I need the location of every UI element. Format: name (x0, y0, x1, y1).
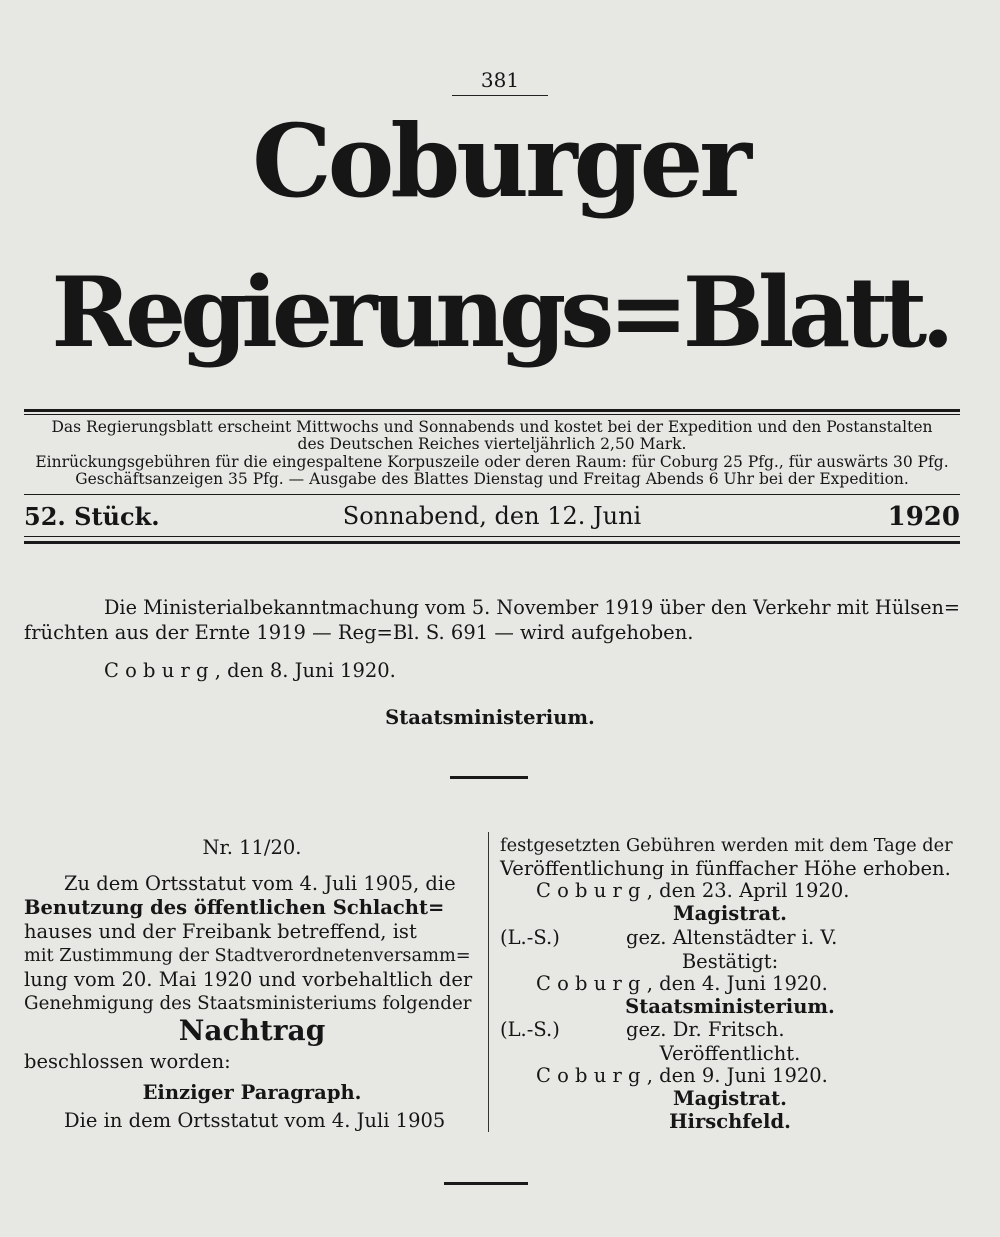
ordinance-line1: Zu dem Ortsstatut vom 4. Juli 1905, die (64, 872, 456, 895)
masthead-top-rule-thin (24, 414, 960, 415)
notice-line1: Die Ministerialbekanntmachung vom 5. November 1919 über den Verkehr mit Hülsen= (104, 596, 961, 619)
right-signed3: Hirschfeld. (669, 1110, 791, 1133)
bottom-separator (444, 1182, 528, 1185)
masthead-info-line3: Einrückungsgebühren für die eingespaltene Korpuszeile oder deren Raum: für Coburg 25 Pfg., für auswärts 30 Pfg. (35, 453, 949, 471)
right-signed1: gez. Altenstädter i. V. (626, 926, 838, 949)
ordinance-last-line: Die in dem Ortsstatut vom 4. Juli 1905 (64, 1109, 446, 1132)
resolved-text: beschlossen worden: (24, 1050, 231, 1073)
right-published: Veröffentlicht. (659, 1042, 801, 1065)
right-confirmed: Bestätigt: (681, 950, 779, 973)
masthead-title-line1: Coburger (252, 102, 748, 220)
right-line1: festgesetzten Gebühren werden mit dem Tage der (500, 836, 953, 856)
notice-signature: Staatsministerium. (385, 706, 595, 729)
issue-date: Sonnabend, den 12. Juni (342, 502, 642, 530)
ordinance-line3: hauses und der Freibank betreffend, ist (24, 920, 417, 943)
ordinance-line5: lung vom 20. Mai 1920 und vorbehaltlich der (24, 968, 473, 991)
right-seal1: (L.-S.) (500, 926, 560, 949)
supplement-heading: Nachtrag (178, 1014, 326, 1047)
right-authority1: Magistrat. (673, 902, 787, 925)
ordinance-line2: Benutzung des öffentlichen Schlacht= (24, 896, 445, 919)
section-separator (450, 776, 528, 779)
page-number: 381 (480, 68, 520, 92)
masthead-info-bottom-rule (24, 494, 960, 495)
masthead-top-rule (24, 409, 960, 412)
paragraph-heading: Einziger Paragraph. (142, 1081, 362, 1104)
right-seal2: (L.-S.) (500, 1018, 560, 1041)
right-place-date2: C o b u r g , den 4. Juni 1920. (536, 972, 828, 995)
right-authority2: Staatsministerium. (625, 995, 835, 1018)
ordinance-number: Nr. 11/20. (202, 836, 302, 859)
ordinance-line6: Genehmigung des Staatsministeriums folgender (24, 993, 472, 1014)
issue-year: 1920 (887, 502, 960, 532)
masthead-info-line1: Das Regierungsblatt erscheint Mittwochs und Sonnabends und kostet bei der Expedition und den Postanstalten (51, 418, 933, 436)
right-signed2: gez. Dr. Fritsch. (626, 1018, 785, 1041)
issue-row (24, 502, 960, 532)
issue-number: 52. Stück. (24, 502, 160, 531)
masthead-info-line2: des Deutschen Reiches vierteljährlich 2,50 Mark. (297, 435, 687, 453)
issue-rule-thick (24, 541, 960, 544)
right-place-date3: C o b u r g , den 9. Juni 1920. (536, 1064, 828, 1087)
masthead-title-line2: Regierungs=Blatt. (51, 256, 949, 369)
column-divider (488, 832, 489, 1132)
notice-place-date: C o b u r g , den 8. Juni 1920. (104, 659, 396, 682)
masthead-info-line4: Geschäftsanzeigen 35 Pfg. — Ausgabe des Blattes Dienstag und Freitag Abends 6 Uhr bei der Expedition. (75, 470, 909, 488)
right-authority3: Magistrat. (673, 1087, 787, 1110)
issue-rule-thin (24, 536, 960, 537)
right-line2: Veröffentlichung in fünffacher Höhe erhoben. (500, 857, 951, 880)
right-place-date1: C o b u r g , den 23. April 1920. (536, 879, 850, 902)
ordinance-line4: mit Zustimmung der Stadtverordnetenversamm= (24, 946, 471, 966)
notice-line2: früchten aus der Ernte 1919 — Reg=Bl. S. 691 — wird aufgehoben. (24, 621, 694, 644)
